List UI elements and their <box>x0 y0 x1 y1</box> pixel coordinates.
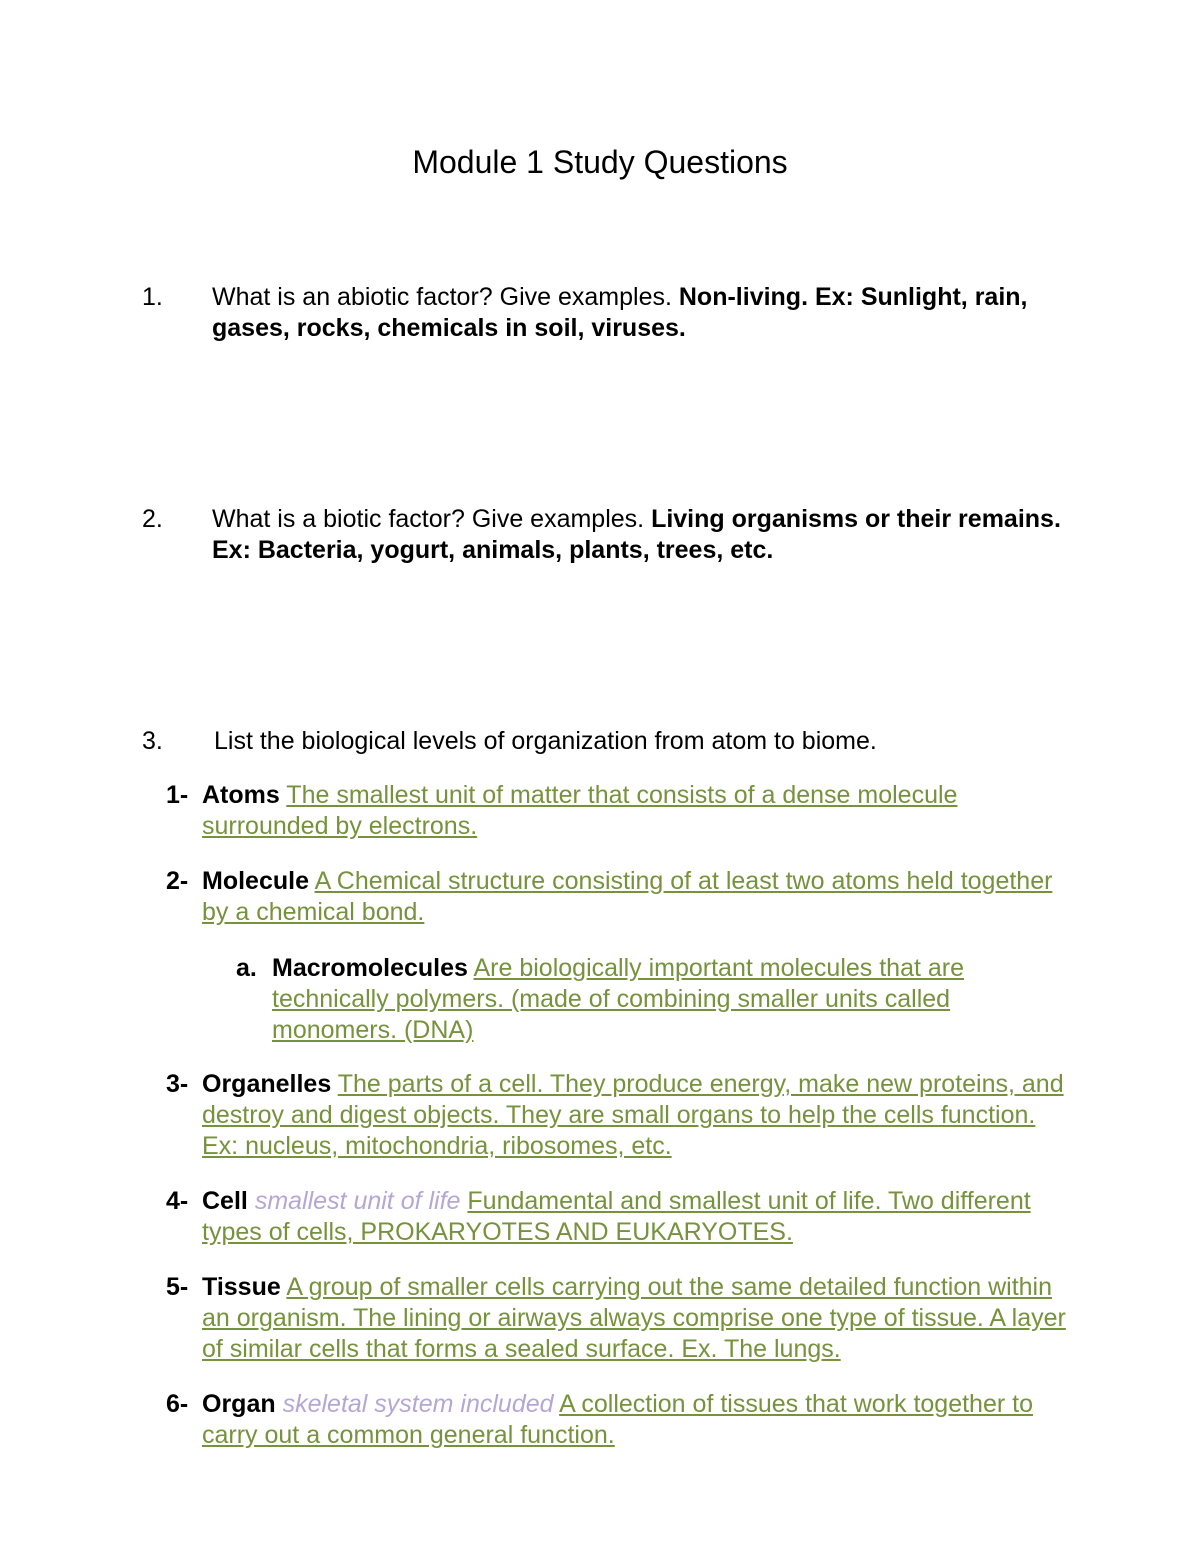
question-1 <box>142 282 1082 344</box>
level-number: 4- <box>166 1187 189 1215</box>
level-body <box>202 1186 1076 1248</box>
question-body <box>214 726 1082 757</box>
level-term: Atoms <box>202 781 280 809</box>
sub-level-term: Macromolecules <box>272 954 468 982</box>
level-body <box>202 780 1076 842</box>
question-body <box>212 282 1082 344</box>
question-number: 3. <box>142 727 163 755</box>
sub-level-item-macromolecules <box>236 953 1036 1046</box>
question-prompt: What is an abiotic factor? Give examples. <box>212 283 679 311</box>
level-definition: The smallest unit of matter that consists of a dense molecule surrounded by electrons. <box>202 781 958 840</box>
question-answer: Non-living. Ex: Sunlight, rain, gases, rocks, chemicals in soil, viruses. <box>212 283 1028 342</box>
level-term: Molecule <box>202 867 309 895</box>
question-answer: Living organisms or their remains. Ex: Bacteria, yogurt, animals, plants, trees, etc. <box>212 505 1061 564</box>
level-body <box>202 1069 1076 1162</box>
level-definition: Fundamental and smallest unit of life. Two different types of cells, PROKARYOTES AND EUKARYOTES. <box>202 1187 1031 1246</box>
question-prompt: List the biological levels of organization from atom to biome. <box>214 727 877 755</box>
level-item-molecule <box>166 866 1076 928</box>
question-2 <box>142 504 1082 566</box>
level-item-atoms <box>166 780 1076 842</box>
question-body <box>212 504 1082 566</box>
level-number: 6- <box>166 1390 189 1418</box>
level-definition: A Chemical structure consisting of at least two atoms held together by a chemical bond. <box>202 867 1053 926</box>
question-3 <box>142 726 1082 757</box>
level-item-tissue <box>166 1272 1076 1365</box>
level-term: Organelles <box>202 1070 332 1098</box>
sub-level-definition: Are biologically important molecules that are technically polymers. (made of combining smaller units called monomers. (DNA) <box>272 954 965 1044</box>
level-body <box>202 1389 1076 1451</box>
question-number: 2. <box>142 505 163 533</box>
level-term: Organ <box>202 1390 276 1418</box>
level-number: 1- <box>166 781 189 809</box>
level-number: 3- <box>166 1070 189 1098</box>
question-prompt: What is a biotic factor? Give examples. <box>212 505 652 533</box>
level-body <box>202 866 1076 928</box>
level-item-organ <box>166 1389 1076 1451</box>
level-term: Cell <box>202 1187 248 1215</box>
level-note: skeletal system included <box>282 1390 554 1418</box>
level-note: smallest unit of life <box>254 1187 461 1215</box>
level-definition: A collection of tissues that work together to carry out a common general function. <box>202 1390 1033 1449</box>
level-number: 5- <box>166 1273 189 1301</box>
question-number: 1. <box>142 283 163 311</box>
level-item-cell <box>166 1186 1076 1248</box>
level-body <box>202 1272 1076 1365</box>
sub-level-letter: a. <box>236 954 257 982</box>
level-term: Tissue <box>202 1273 281 1301</box>
level-definition: The parts of a cell. They produce energy, make new proteins, and destroy and digest objects. They are small organs to help the cells function. Ex: nucleus, mitochondria, ribosomes, etc. <box>202 1070 1064 1160</box>
level-number: 2- <box>166 867 189 895</box>
level-item-organelles <box>166 1069 1076 1162</box>
sub-level-body <box>272 953 1036 1046</box>
level-definition: A group of smaller cells carrying out the same detailed function within an organism. The lining or airways always comprise one type of tissue. A layer of similar cells that forms a sealed surface. Ex. The lungs. <box>202 1273 1066 1363</box>
page-title: Module 1 Study Questions <box>412 144 788 180</box>
